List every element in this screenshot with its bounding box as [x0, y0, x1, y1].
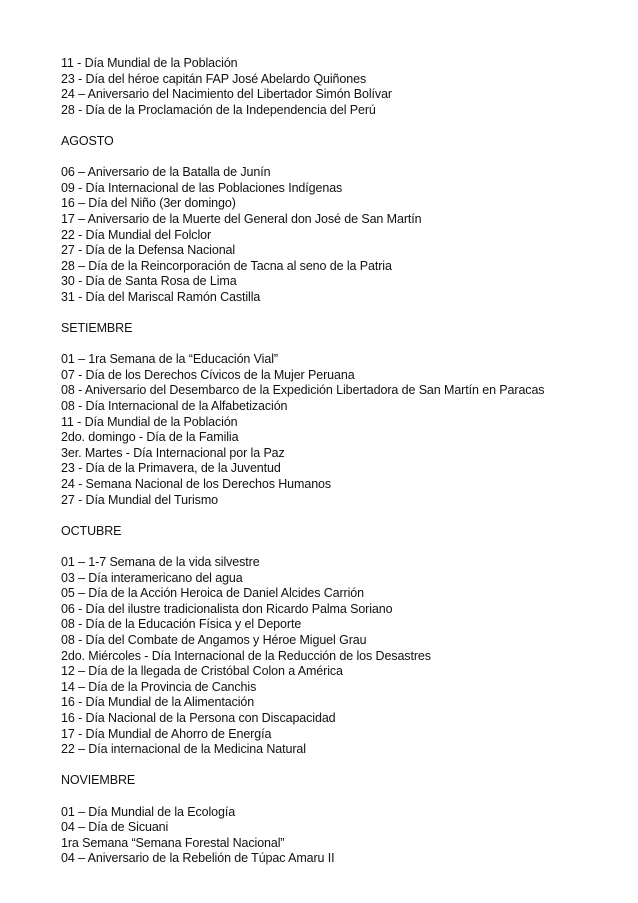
list-item: 01 – Día Mundial de la Ecología	[61, 804, 236, 819]
section-agosto	[61, 134, 621, 306]
section-octubre	[61, 524, 621, 758]
section-heading: SETIEMBRE	[61, 321, 133, 336]
list-item: 11 - Día Mundial de la Población	[61, 56, 238, 70]
list-item: 08 - Día del Combate de Angamos y Héroe Miguel Grau	[61, 632, 367, 647]
list-item: 17 - Día Mundial de Ahorro de Energía	[61, 726, 272, 741]
section-setiembre	[61, 321, 621, 508]
section-heading: NOVIEMBRE	[61, 773, 136, 788]
list-item: 31 - Día del Mariscal Ramón Castilla	[61, 289, 261, 304]
list-item: 01 – 1-7 Semana de la vida silvestre	[61, 555, 260, 569]
spacer	[61, 789, 621, 805]
list-item: 16 - Día Mundial de la Alimentación	[61, 695, 255, 710]
list-item: 01 – 1ra Semana de la “Educación Vial”	[61, 352, 278, 367]
top-block	[61, 56, 621, 118]
list-item: 16 – Día del Niño (3er domingo)	[61, 196, 236, 211]
list-item: 23 - Día del héroe capitán FAP José Abelardo Quiñones	[61, 71, 367, 86]
list-item: 16 - Día Nacional de la Persona con Discapacidad	[61, 710, 336, 725]
list-item: 24 - Semana Nacional de los Derechos Humanos	[61, 477, 332, 492]
list-item: 23 - Día de la Primavera, de la Juventud	[61, 461, 281, 476]
list-item: 12 – Día de la llegada de Cristóbal Colon a América	[61, 664, 343, 679]
list-item: 03 – Día interamericano del agua	[61, 570, 243, 585]
list-item: 04 – Aniversario de la Rebelión de Túpac Amaru II	[61, 851, 335, 866]
list-item: 28 – Día de la Reincorporación de Tacna al seno de la Patria	[61, 258, 392, 273]
spacer	[61, 118, 621, 134]
list-item: 22 - Día Mundial del Folclor	[61, 227, 212, 242]
section-heading: AGOSTO	[61, 133, 114, 148]
list-item: 1ra Semana “Semana Forestal Nacional”	[61, 835, 285, 850]
section-heading: OCTUBRE	[61, 523, 122, 538]
list-item: 06 - Día del ilustre tradicionalista don Ricardo Palma Soriano	[61, 601, 393, 616]
list-item: 07 - Día de los Derechos Cívicos de la Mujer Peruana	[61, 367, 355, 382]
list-item: 05 – Día de la Acción Heroica de Daniel Alcides Carrión	[61, 586, 365, 601]
list-item: 27 - Día Mundial del Turismo	[61, 492, 218, 507]
list-item: 11 - Día Mundial de la Población	[61, 414, 238, 429]
list-item: 24 – Aniversario del Nacimiento del Libertador Simón Bolívar	[61, 87, 392, 102]
list-item: 09 - Día Internacional de las Poblaciones Indígenas	[61, 180, 343, 195]
list-item: 22 – Día internacional de la Medicina Natural	[61, 742, 306, 757]
list-item: 06 – Aniversario de la Batalla de Junín	[61, 165, 271, 180]
document-page	[61, 56, 621, 867]
list-item: 08 - Día de la Educación Física y el Deporte	[61, 617, 302, 632]
list-item: 17 – Aniversario de la Muerte del General don José de San Martín	[61, 211, 422, 226]
spacer	[61, 758, 621, 774]
spacer	[61, 150, 621, 166]
spacer	[61, 306, 621, 322]
list-item: 27 - Día de la Defensa Nacional	[61, 243, 236, 258]
list-item: 14 – Día de la Provincia de Canchis	[61, 679, 257, 694]
section-noviembre	[61, 773, 621, 867]
spacer	[61, 508, 621, 524]
spacer	[61, 539, 621, 555]
list-item: 08 - Día Internacional de la Alfabetización	[61, 399, 288, 414]
list-item: 2do. domingo - Día de la Familia	[61, 430, 239, 445]
list-item: 04 – Día de Sicuani	[61, 820, 169, 835]
list-item: 08 - Aniversario del Desembarco de la Expedición Libertadora de San Martín en Paracas	[61, 383, 545, 398]
spacer	[61, 337, 621, 353]
list-item: 30 - Día de Santa Rosa de Lima	[61, 274, 237, 289]
list-item: 3er. Martes - Día Internacional por la Paz	[61, 445, 285, 460]
list-item: 2do. Miércoles - Día Internacional de la Reducción de los Desastres	[61, 648, 431, 663]
list-item: 28 - Día de la Proclamación de la Independencia del Perú	[61, 102, 376, 117]
